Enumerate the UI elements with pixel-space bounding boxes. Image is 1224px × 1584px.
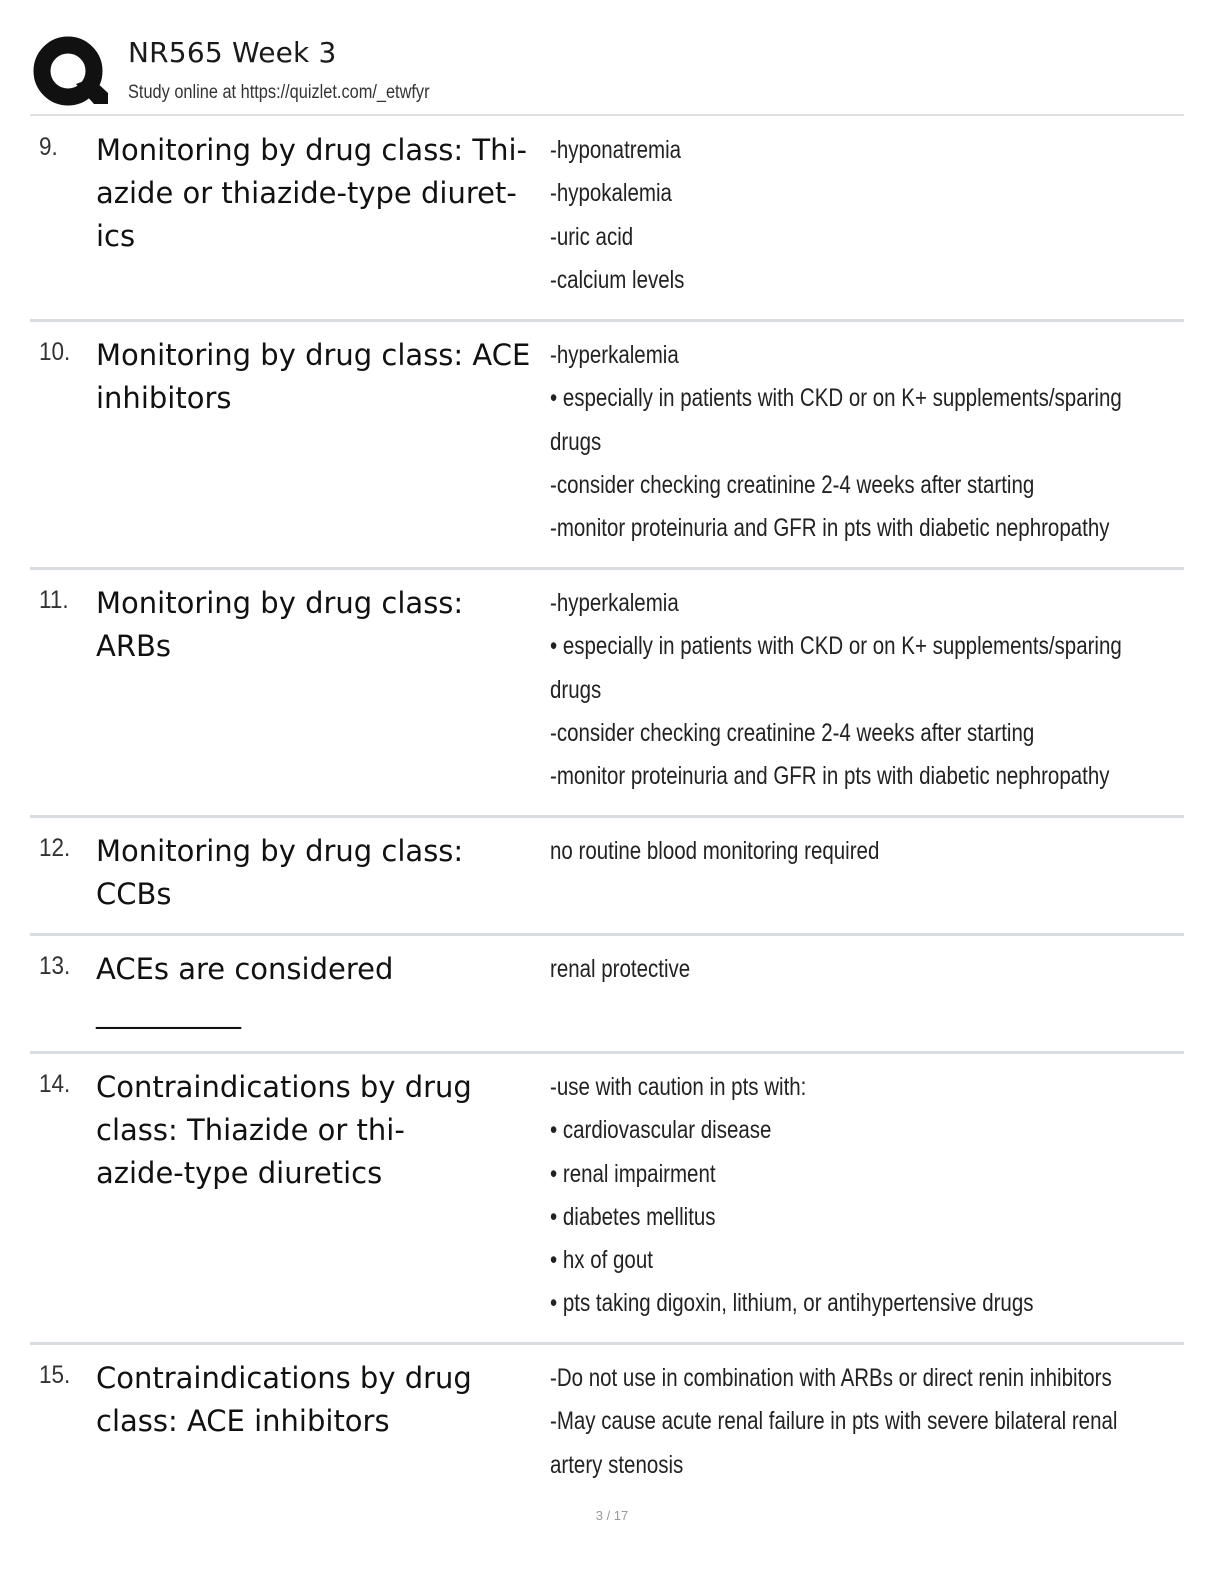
term-line: ARBs: [96, 629, 171, 663]
definition-line: -hyperkalemia: [550, 341, 679, 369]
definition-line: -consider checking creatinine 2-4 weeks after starting: [550, 718, 1035, 747]
term-line: inhibitors: [96, 381, 232, 415]
definition-line: drugs: [550, 675, 602, 704]
definition-line: -monitor proteinuria and GFR in pts with diabetic nephropathy: [550, 514, 1110, 543]
term-line: azide or thiazide-type diuret-: [96, 176, 517, 210]
term-line: class: Thiazide or thi-: [96, 1113, 405, 1147]
card-number: 10.: [39, 338, 71, 366]
card-number: 9.: [39, 133, 58, 161]
definition-line: • cardiovascular disease: [550, 1116, 772, 1145]
definition-line: -uric acid: [550, 222, 634, 251]
card-number: 11.: [39, 586, 69, 614]
term-line: CCBs: [96, 877, 172, 911]
card-definition: [550, 830, 1204, 873]
definition-line: • hx of gout: [550, 1246, 653, 1275]
flashcard: [30, 117, 1184, 322]
flashcard: [30, 818, 1184, 936]
flashcard: [30, 322, 1184, 570]
definition-line: -May cause acute renal failure in pts with severe bilateral renal: [550, 1407, 1118, 1436]
definition-line: • renal impairment: [550, 1159, 716, 1188]
card-term: [96, 948, 542, 1034]
page-indicator: 3 / 17: [595, 1508, 629, 1523]
card-definition: [550, 582, 1204, 798]
term-line: azide-type diuretics: [96, 1156, 383, 1190]
definition-line: renal protective: [550, 955, 691, 983]
definition-line: -hyperkalemia: [550, 589, 679, 617]
term-line: __________: [96, 995, 241, 1029]
card-number: 13.: [39, 952, 71, 980]
card-number: 12.: [39, 834, 71, 862]
term-line: class: ACE inhibitors: [96, 1404, 390, 1438]
card-term: [96, 830, 542, 916]
header-divider: [30, 114, 1184, 116]
quizlet-logo-icon: [32, 34, 108, 110]
card-definition: [550, 948, 1204, 991]
flashcard-list: [30, 117, 1184, 1495]
term-line: ics: [96, 219, 136, 253]
page-title: NR565 Week 3: [128, 36, 337, 69]
card-definition: [550, 1066, 1204, 1326]
flashcard: [30, 1054, 1184, 1345]
definition-line: drugs: [550, 427, 602, 456]
term-line: Monitoring by drug class:: [96, 586, 464, 620]
card-definition: [550, 129, 1204, 302]
definition-line: -hypokalemia: [550, 179, 672, 208]
term-line: Monitoring by drug class: ACE: [96, 338, 531, 372]
definition-line: -Do not use in combination with ARBs or direct renin inhibitors: [550, 1364, 1112, 1392]
term-line: Monitoring by drug class: Thi-: [96, 133, 528, 167]
definition-line: -hyponatremia: [550, 136, 682, 164]
definition-line: -use with caution in pts with:: [550, 1073, 807, 1101]
definition-line: -consider checking creatinine 2-4 weeks after starting: [550, 470, 1035, 499]
card-term: [96, 1066, 542, 1195]
card-term: [96, 334, 542, 420]
card-term: [96, 129, 542, 258]
definition-line: -calcium levels: [550, 265, 685, 294]
card-term: [96, 1357, 542, 1443]
term-line: ACEs are considered: [96, 952, 394, 986]
flashcard: [30, 936, 1184, 1054]
definition-line: artery stenosis: [550, 1450, 684, 1479]
definition-line: -monitor proteinuria and GFR in pts with diabetic nephropathy: [550, 762, 1110, 791]
card-term: [96, 582, 542, 668]
page-header: [30, 28, 1184, 116]
definition-line: • especially in patients with CKD or on K+ supplements/sparing: [550, 632, 1122, 661]
flashcard: [30, 570, 1184, 818]
definition-line: no routine blood monitoring required: [550, 837, 880, 865]
card-number: 15.: [39, 1361, 71, 1389]
definition-line: • especially in patients with CKD or on K+ supplements/sparing: [550, 384, 1122, 413]
flashcard: [30, 1345, 1184, 1495]
card-definition: [550, 1357, 1204, 1487]
study-online-link[interactable]: Study online at https://quizlet.com/_etwfyr: [128, 82, 430, 103]
definition-line: • diabetes mellitus: [550, 1202, 716, 1231]
term-line: Contraindications by drug: [96, 1361, 472, 1395]
card-number: 14.: [39, 1070, 71, 1098]
term-line: Monitoring by drug class:: [96, 834, 464, 868]
card-definition: [550, 334, 1204, 550]
term-line: Contraindications by drug: [96, 1070, 472, 1104]
definition-line: • pts taking digoxin, lithium, or antihypertensive drugs: [550, 1289, 1034, 1318]
